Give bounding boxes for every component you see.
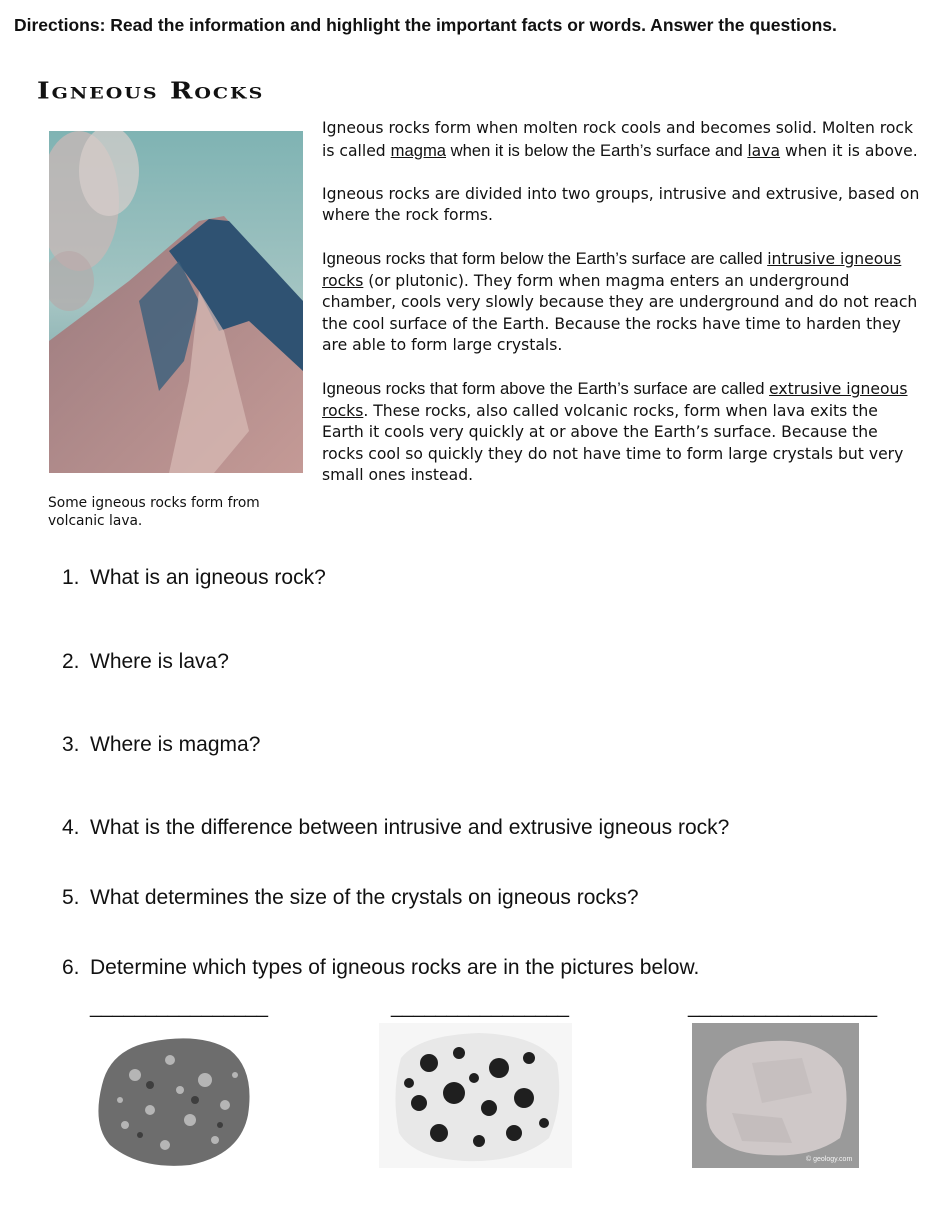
text: when it is above. (780, 141, 918, 160)
question-5 (62, 886, 639, 910)
question-number: 4. (62, 816, 80, 839)
magma-term: magma (390, 140, 447, 160)
text: Igneous rocks that form above the Earth’s surface are called (322, 379, 770, 398)
question-number: 1. (62, 566, 80, 589)
extrusive-term: extrusive igneous rocks (322, 380, 908, 420)
question-text: Determine which types of igneous rocks are in the pictures below. (90, 956, 700, 979)
question-3 (62, 733, 260, 757)
question-number: 2. (62, 650, 80, 673)
question-text: What determines the size of the crystals on igneous rocks? (90, 886, 639, 909)
question-text: Where is lava? (90, 650, 229, 673)
question-6 (62, 956, 699, 980)
question-text: What is the difference between intrusive and extrusive igneous rock? (90, 816, 730, 839)
question-number: 3. (62, 733, 80, 756)
question-4 (62, 816, 729, 840)
answer-blank-1[interactable]: ________________ (90, 996, 268, 1018)
lava-term: lava (747, 141, 781, 160)
rock-image-2 (379, 1023, 572, 1168)
paragraph-2: Igneous rocks are divided into two groups, intrusive and extrusive, based on where the rock forms. (322, 184, 920, 224)
text: . These rocks, also called volcanic rocks, form when lava exits the Earth it cools very quickly at or above the Earth’s surface. Because the rocks cool so quickly they do not have time to form large crystals but very small ones instead. (322, 401, 904, 484)
question-text: What is an igneous rock? (90, 566, 326, 589)
photo-caption: Some igneous rocks form from volcanic lava. (48, 495, 260, 529)
information-text (322, 118, 922, 508)
paragraph-1 (322, 118, 922, 162)
text: when it is below the Earth’s surface and (446, 140, 748, 160)
paragraph-4 (322, 378, 922, 487)
intrusive-term: intrusive igneous rocks (322, 250, 902, 290)
directions: Directions: Read the information and highlight the important facts or words. Answer the questions. (14, 15, 837, 35)
question-text: Where is magma? (90, 733, 261, 756)
text: Igneous rocks form when molten rock cools and becomes solid. Molten rock is called (322, 119, 914, 160)
rock-image-1 (90, 1030, 260, 1170)
text: Igneous rocks that form below the Earth’s surface are called (322, 249, 768, 268)
answer-blank-3[interactable]: _________________ (688, 996, 878, 1018)
page-title: Igneous Rocks (37, 78, 265, 105)
question-1 (62, 566, 326, 590)
question-number: 6. (62, 956, 80, 979)
paragraph-3 (322, 248, 922, 357)
question-number: 5. (62, 886, 80, 909)
text: (or plutonic). They form when magma enters an underground chamber, cools very slowly because they are underground and do not reach the cool surface of the Earth. Because the rocks have time to harden they are able to form large crystals. (322, 271, 918, 354)
rock-image-3 (692, 1023, 859, 1168)
answer-blank-2[interactable]: ________________ (391, 996, 569, 1018)
volcano-photo (49, 131, 303, 473)
question-2 (62, 650, 229, 674)
image-credit: © geology.com (806, 1156, 853, 1163)
